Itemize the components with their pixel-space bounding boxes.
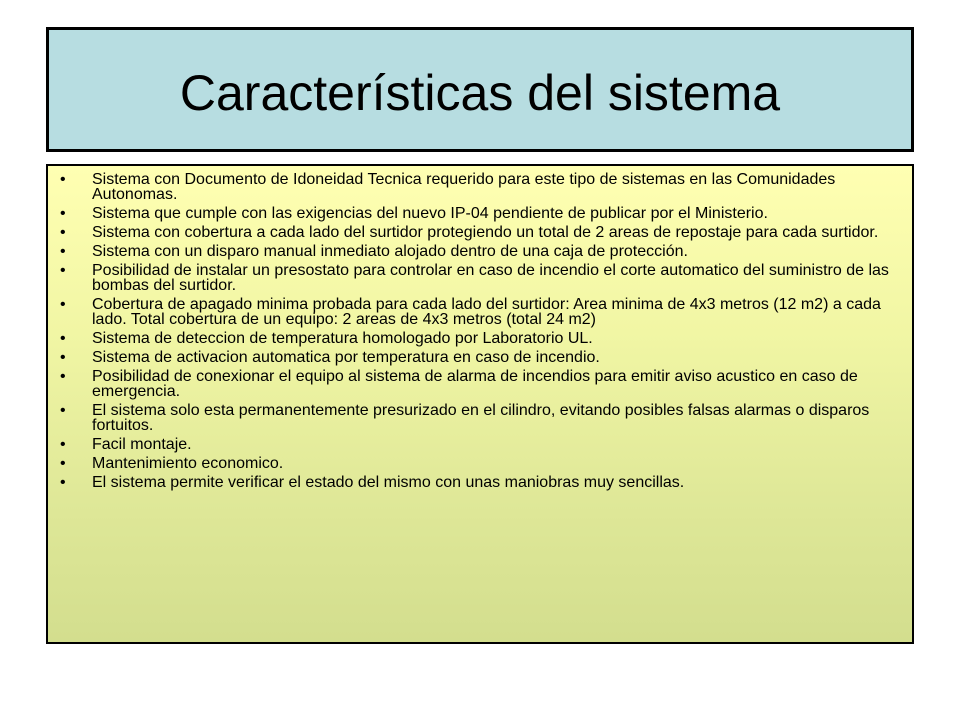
list-item-text: Sistema con cobertura a cada lado del surtidor protegiendo un total de 2 areas de repostaje para cada surtidor.	[92, 224, 879, 241]
list-item-text: Cobertura de apagado minima probada para cada lado del surtidor: Area minima de 4x3 metros (12 m2) a cada lado. Total cobertura de un equipo: 2 areas de 4x3 metros (total 24 m2)	[92, 296, 881, 328]
list-item-text: Sistema que cumple con las exigencias del nuevo IP-04 pendiente de publicar por el Ministerio.	[92, 205, 768, 222]
list-item	[60, 263, 900, 293]
list-item	[60, 437, 900, 452]
bullet-icon: •	[60, 402, 66, 419]
list-item-text: Sistema con un disparo manual inmediato alojado dentro de una caja de protección.	[92, 243, 688, 260]
content-box	[46, 164, 914, 644]
list-item	[60, 475, 900, 490]
bullet-icon: •	[60, 243, 66, 260]
list-item	[60, 456, 900, 471]
list-item	[60, 403, 900, 433]
list-item-text: Sistema de activacion automatica por temperatura en caso de incendio.	[92, 349, 600, 366]
title-box	[46, 27, 914, 152]
bullet-icon: •	[60, 455, 66, 472]
list-item-text: Posibilidad de instalar un presostato para controlar en caso de incendio el corte automatico del suministro de las bombas del surtidor.	[92, 262, 889, 294]
list-item-text: El sistema solo esta permanentemente presurizado en el cilindro, evitando posibles falsas alarmas o disparos fortuitos.	[92, 402, 870, 434]
bullet-icon: •	[60, 349, 66, 366]
list-item-text: El sistema permite verificar el estado del mismo con unas maniobras muy sencillas.	[92, 474, 685, 491]
list-item	[60, 172, 900, 202]
bullet-icon: •	[60, 296, 66, 313]
list-item-text: Mantenimiento economico.	[92, 455, 284, 472]
bullet-list	[48, 166, 912, 490]
bullet-icon: •	[60, 368, 66, 385]
list-item	[60, 206, 900, 221]
list-item	[60, 331, 900, 346]
bullet-icon: •	[60, 262, 66, 279]
list-item-text: Posibilidad de conexionar el equipo al sistema de alarma de incendios para emitir aviso acustico en caso de emergencia.	[92, 368, 858, 400]
list-item	[60, 244, 900, 259]
list-item	[60, 369, 900, 399]
bullet-icon: •	[60, 330, 66, 347]
bullet-icon: •	[60, 474, 66, 491]
bullet-icon: •	[60, 205, 66, 222]
bullet-icon: •	[60, 224, 66, 241]
list-item	[60, 350, 900, 365]
list-item	[60, 225, 900, 240]
bullet-icon: •	[60, 436, 66, 453]
list-item-text: Sistema de deteccion de temperatura homologado por Laboratorio UL.	[92, 330, 593, 347]
bullet-icon: •	[60, 171, 66, 188]
list-item-text: Sistema con Documento de Idoneidad Tecnica requerido para este tipo de sistemas en las Comunidades Autonomas.	[92, 171, 836, 203]
slide-title: Características del sistema	[179, 64, 781, 121]
list-item	[60, 297, 900, 327]
list-item-text: Facil montaje.	[92, 436, 192, 453]
